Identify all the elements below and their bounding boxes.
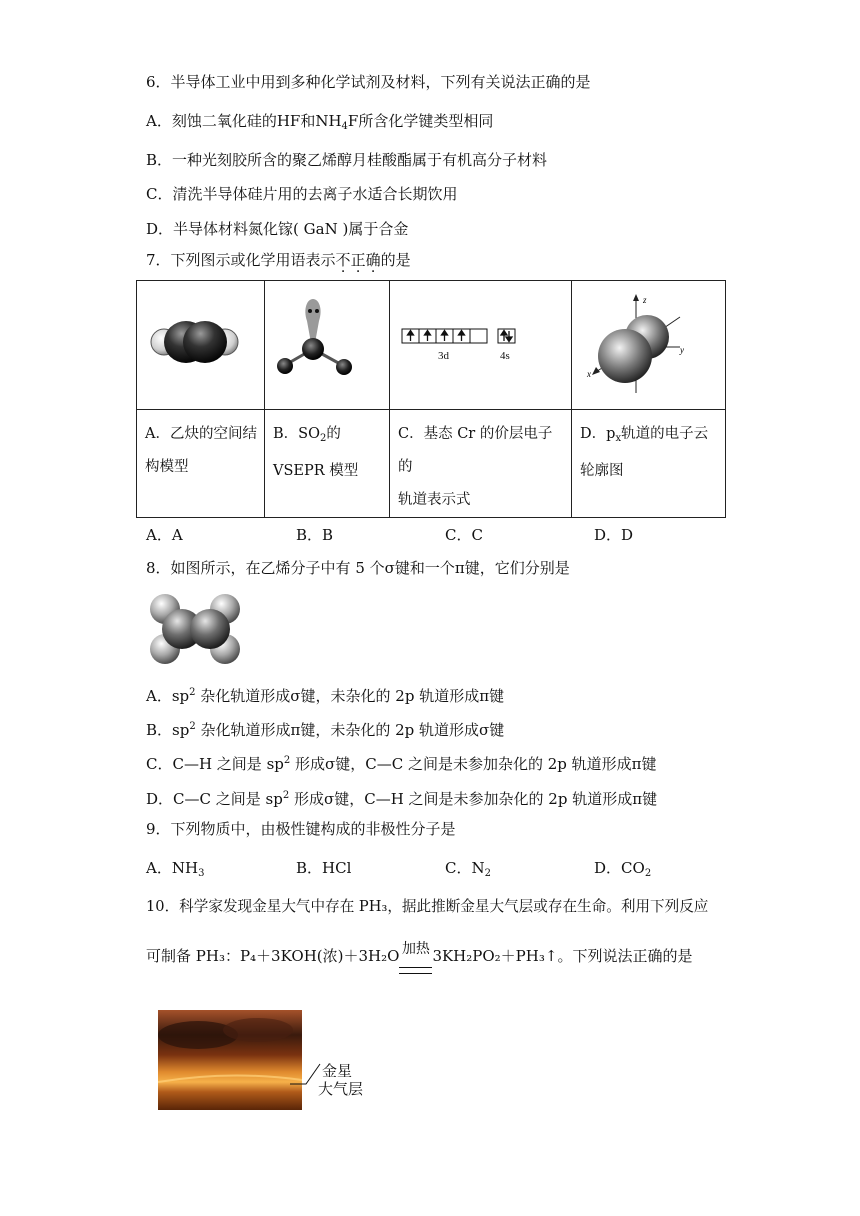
q8-b-post: 杂化轨道形成π键，未杂化的 2p 轨道形成σ键	[195, 721, 505, 739]
caption-b-post: 的	[326, 426, 341, 442]
caption-b-pre: B．	[273, 426, 299, 442]
label-4s: 4s	[500, 350, 510, 362]
caption-a-line2: 构模型	[145, 459, 189, 475]
cr-orbital-diagram-cell	[390, 281, 572, 410]
cr-valence-orbital-diagram	[390, 281, 572, 405]
q9-stem: 9．下列物质中，由极性键构成的非极性分子是	[146, 820, 456, 838]
q6-option-d: D．半导体材料氮化镓( GaN )属于合金	[146, 220, 409, 238]
px-orbital-cell	[572, 281, 726, 410]
q8-b-sup: 2	[189, 721, 196, 732]
q9-d-formula: CO	[621, 859, 645, 877]
q8-d-pre: D．C—C 之间是 sp	[146, 790, 283, 808]
q8-option-a	[146, 683, 504, 706]
axis-z-label: z	[643, 295, 647, 305]
ethylene-space-filling-model	[146, 590, 246, 668]
q9-option-d	[594, 858, 651, 884]
q8-c-sup: 2	[283, 755, 291, 766]
q8-option-d	[146, 786, 657, 809]
q7-option-d: D．D	[594, 526, 634, 544]
q7-option-b: B．B	[296, 526, 334, 544]
q6-option-a	[146, 111, 493, 137]
q7-stem-post: 的是	[380, 251, 411, 269]
q6-option-a-pre: A．刻蚀二氧化硅的HF和	[146, 112, 316, 130]
nh4f-formula	[315, 112, 358, 130]
nh4f-sub: 4	[341, 121, 348, 132]
px-orbital-cloud	[572, 281, 726, 405]
q8-option-c	[146, 751, 657, 774]
q7-stem	[146, 250, 411, 270]
caption-c-line2: 轨道表示式	[398, 492, 471, 508]
q6-option-c: C．清洗半导体硅片用的去离子水适合长期饮用	[146, 185, 458, 203]
q6-option-b: B．一种光刻胶所含的聚乙烯醇月桂酸酯属于有机高分子材料	[146, 151, 548, 169]
q6-stem: 6．半导体工业中用到多种化学试剂及材料，下列有关说法正确的是	[146, 73, 591, 91]
q8-a-sup: 2	[189, 687, 196, 698]
axis-y-label: y	[680, 345, 684, 355]
caption-a-line1: A．乙炔的空间结	[145, 426, 257, 442]
q10-stem-line1: 10．科学家发现金星大气中存在 PH₃，据此推断金星大气层或存在生命。利用下列反应	[146, 898, 709, 915]
q10-reaction-products: 3KH₂PO₂＋PH₃↑。下列说法正确的是	[432, 947, 693, 965]
venus-label-line2: 大气层	[318, 1080, 364, 1098]
caption-b-sub: 2	[319, 433, 327, 444]
caption-b	[265, 410, 390, 518]
q9-a-pre: A．	[146, 859, 172, 877]
q8-d-sup: 2	[282, 790, 290, 801]
venus-label-line1: 金星	[322, 1062, 353, 1080]
q8-stem: 8．如图所示，在乙烯分子中有 5 个σ键和一个π键，它们分别是	[146, 559, 570, 577]
so2-vsepr-model-cell	[265, 281, 390, 410]
q8-c-post: 形成σ键，C—C 之间是未参加杂化的 2p 轨道形成π键	[290, 755, 657, 773]
q9-b-formula: HCl	[322, 859, 352, 877]
equals-bar	[399, 967, 432, 974]
q7-emphasis-1: 不	[335, 251, 351, 269]
caption-c-line1: C．基态 Cr 的价层电子的	[398, 426, 553, 475]
q9-a-formula: NH	[171, 859, 199, 877]
venus-atmosphere-photo	[158, 1010, 302, 1110]
q7-stem-pre: 7．下列图示或化学用语表示	[146, 251, 336, 269]
so2-vsepr-model	[265, 281, 390, 405]
q7-option-c: C．C	[445, 526, 483, 544]
q8-d-post: 形成σ键，C—H 之间是未参加杂化的 2p 轨道形成π键	[289, 790, 658, 808]
q9-d-pre: D．	[594, 859, 622, 877]
q9-option-b	[296, 858, 351, 878]
caption-d-line2: 轮廓图	[580, 463, 624, 479]
reaction-condition-label: 加热	[401, 941, 430, 957]
nh4f-main: NH	[315, 112, 342, 130]
q8-a-post: 杂化轨道形成σ键，未杂化的 2p 轨道形成π键	[195, 687, 505, 705]
q8-b-pre: B．sp	[146, 721, 190, 739]
caption-b-line2: VSEPR 模型	[273, 463, 359, 479]
caption-a	[137, 410, 265, 518]
caption-d-pre: D．	[580, 426, 607, 442]
q7-emphasis-3: 确	[365, 251, 381, 269]
caption-c	[390, 410, 572, 518]
caption-d-sub: x	[615, 433, 622, 444]
q9-option-a	[146, 858, 204, 884]
q9-c-sub: 2	[484, 868, 491, 879]
q9-a-sub: 3	[198, 868, 205, 879]
acetylene-model-cell	[137, 281, 265, 410]
q10-reaction-reactants: 可制备 PH₃：P₄＋3KOH(浓)＋3H₂O	[146, 947, 400, 965]
nh4f-tail: F	[347, 112, 359, 130]
q8-option-b	[146, 717, 504, 740]
axis-x-label: x	[587, 369, 591, 379]
q7-figure-table	[136, 280, 726, 518]
label-3d: 3d	[438, 350, 449, 362]
caption-d-post: 轨道的电子云	[621, 426, 709, 442]
q8-c-pre: C．C—H 之间是 sp	[146, 755, 284, 773]
q9-option-c	[445, 858, 491, 884]
q7-emphasis-2: 正	[350, 251, 366, 269]
acetylene-space-filling-model	[137, 281, 265, 405]
q7-option-a: A．A	[146, 526, 183, 544]
q9-b-pre: B．	[296, 859, 323, 877]
q9-c-formula: N	[471, 859, 485, 877]
q6-option-a-post: 所含化学键类型相同	[358, 112, 494, 130]
q10-stem-line2	[146, 941, 693, 966]
caption-d	[572, 410, 726, 518]
caption-d-formula: p	[606, 426, 616, 442]
q9-c-pre: C．	[445, 859, 472, 877]
q9-d-sub: 2	[644, 868, 652, 879]
caption-b-formula: SO	[298, 426, 320, 442]
q8-a-pre: A．sp	[146, 687, 190, 705]
